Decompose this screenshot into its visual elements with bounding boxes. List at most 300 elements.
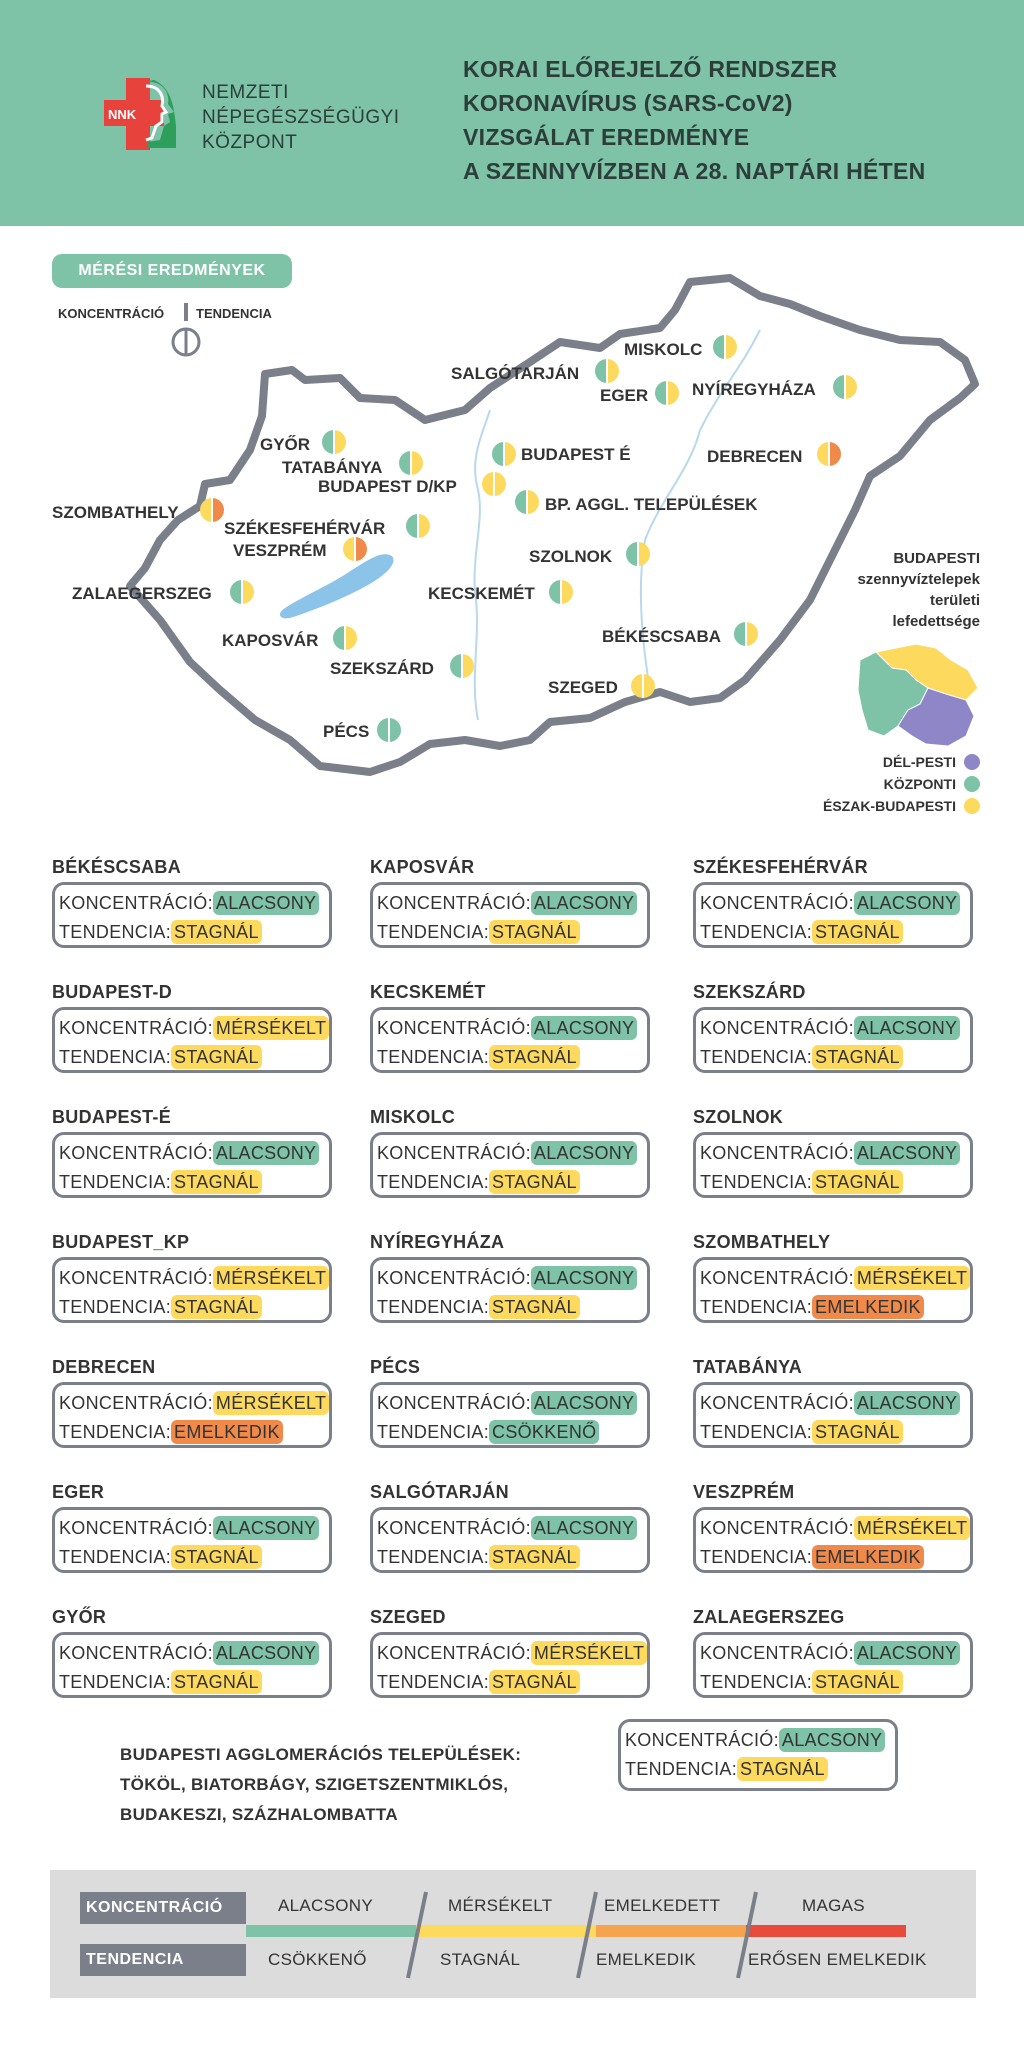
concentration-value: ALACSONY [531, 1141, 637, 1165]
city-card-name: GYŐR [52, 1607, 107, 1627]
trend-row [59, 1293, 329, 1322]
concentration-value: ALACSONY [531, 891, 637, 915]
coverage-legend-label: DÉL-PESTI [882, 754, 956, 770]
city-card-name: SZOMBATHELY [693, 1232, 831, 1252]
concentration-value: ALACSONY [213, 1516, 319, 1540]
city-card [52, 1507, 332, 1573]
concentration-label: KONCENTRÁCIÓ: [377, 1643, 531, 1663]
trend-value: STAGNÁL [812, 1420, 903, 1444]
map-city-tatabanya [282, 451, 423, 477]
concentration-row [377, 1514, 647, 1543]
map-city-kaposvar [222, 626, 357, 650]
trend-value: STAGNÁL [812, 920, 903, 944]
map-marker-concentration [406, 514, 418, 538]
trend-value: STAGNÁL [171, 1045, 262, 1069]
concentration-row [700, 1139, 970, 1168]
org-line: KÖZPONT [202, 132, 298, 153]
map-marker-concentration [492, 442, 504, 466]
city-card [370, 1632, 650, 1698]
map-marker-trend [638, 542, 650, 566]
agglomeration-line: BUDAPESTI AGGLOMERÁCIÓS TELEPÜLÉSEK: [120, 1745, 522, 1764]
map-city-label: SZEKSZÁRD [330, 659, 434, 678]
scale-legend [50, 1870, 976, 1998]
concentration-label: KONCENTRÁCIÓ: [377, 893, 531, 913]
map-city-label: TATABÁNYA [282, 458, 383, 477]
city-card-name: DEBRECEN [52, 1357, 156, 1377]
nnk-logo [104, 78, 176, 150]
legend-trend-label: TENDENCIA [196, 306, 272, 321]
city-card [693, 1132, 973, 1198]
map-marker-trend [462, 654, 474, 678]
trend-label: TENDENCIA: [59, 1297, 172, 1317]
city-card [370, 1132, 650, 1198]
map-marker-trend [667, 381, 679, 405]
city-card-name: KAPOSVÁR [370, 857, 475, 877]
trend-label: TENDENCIA: [700, 1172, 813, 1192]
scale-level-high: MAGAS [802, 1896, 865, 1915]
concentration-label: KONCENTRÁCIÓ: [59, 1518, 213, 1538]
concentration-label: KONCENTRÁCIÓ: [700, 1143, 854, 1163]
trend-value: STAGNÁL [489, 1670, 580, 1694]
trend-value: STAGNÁL [171, 920, 262, 944]
scale-trend-stagnant: STAGNÁL [440, 1950, 521, 1969]
trend-label: TENDENCIA: [700, 1047, 813, 1067]
map-city-gyor [260, 430, 346, 454]
city-card [693, 1007, 973, 1073]
map-city-label: BUDAPEST D/KP [318, 477, 457, 496]
map-marker-concentration [482, 472, 494, 496]
concentration-row [700, 1514, 970, 1543]
map-city-label: NYÍREGYHÁZA [692, 380, 816, 399]
page-title [463, 52, 926, 188]
scale-concentration-label: KONCENTRÁCIÓ [80, 1892, 246, 1924]
trend-value: STAGNÁL [171, 1170, 262, 1194]
map-city-label: SZOMBATHELY [52, 503, 179, 522]
concentration-value: ALACSONY [213, 1641, 319, 1665]
city-card-wrap [52, 1480, 342, 1573]
concentration-label: KONCENTRÁCIÓ: [377, 1268, 531, 1288]
concentration-row [377, 1014, 647, 1043]
logo-text: NNK [108, 107, 137, 122]
coverage-title-line: BUDAPESTI [893, 550, 980, 567]
concentration-row [59, 889, 329, 918]
agglomeration-card-wrap [618, 1716, 908, 1791]
map-marker-trend [355, 537, 367, 561]
city-card [693, 1632, 973, 1698]
city-card-wrap [52, 1355, 342, 1448]
city-card [693, 1382, 973, 1448]
coverage-legend-label: KÖZPONTI [883, 776, 956, 792]
trend-row [59, 1668, 329, 1697]
map-marker-concentration [322, 430, 334, 454]
map-marker-trend [242, 580, 254, 604]
concentration-row [59, 1264, 329, 1293]
trend-row [377, 1293, 647, 1322]
map-marker-trend [845, 375, 857, 399]
concentration-row [377, 1639, 647, 1668]
agglomeration-line: BUDAKESZI, SZÁZHALOMBATTA [120, 1805, 398, 1824]
trend-value: STAGNÁL [489, 920, 580, 944]
trend-label: TENDENCIA: [377, 1547, 490, 1567]
trend-row [700, 1543, 970, 1572]
coverage-legend-north [823, 798, 980, 814]
map-city-label: EGER [600, 386, 649, 405]
trend-label: TENDENCIA: [59, 1672, 172, 1692]
concentration-value: ALACSONY [854, 1391, 960, 1415]
coverage-title-line: területi [929, 592, 980, 609]
city-card-name: BUDAPEST-É [52, 1107, 172, 1127]
concentration-row [700, 1014, 970, 1043]
trend-value: STAGNÁL [171, 1670, 262, 1694]
city-card-wrap [370, 980, 660, 1073]
trend-label: TENDENCIA: [700, 1297, 813, 1317]
danube-river [475, 410, 490, 720]
map-city-miskolc [624, 335, 737, 359]
concentration-label: KONCENTRÁCIÓ: [59, 1393, 213, 1413]
concentration-value: ALACSONY [854, 1641, 960, 1665]
trend-value: STAGNÁL [171, 1295, 262, 1319]
map-city-bp-aggl-telepulesek [515, 490, 758, 514]
map-city-veszprem [233, 537, 367, 561]
map-city-pecs [323, 718, 401, 742]
concentration-label: KONCENTRÁCIÓ: [700, 1018, 854, 1038]
trend-value: STAGNÁL [812, 1045, 903, 1069]
trend-label: TENDENCIA: [377, 1297, 490, 1317]
city-card-wrap [693, 1355, 983, 1448]
concentration-row [377, 1139, 647, 1168]
map-marker-concentration [549, 580, 561, 604]
map-marker-trend [418, 514, 430, 538]
city-card-name: PÉCS [370, 1357, 421, 1377]
concentration-value: ALACSONY [531, 1391, 637, 1415]
trend-label: TENDENCIA: [59, 922, 172, 942]
title-line: KORONAVÍRUS (SARS-CoV2) [463, 90, 793, 116]
map-city-label: GYŐR [260, 435, 311, 454]
trend-row [59, 1418, 329, 1447]
map-marker-concentration [626, 542, 638, 566]
trend-row [625, 1755, 895, 1784]
city-card-wrap [370, 1605, 660, 1698]
scale-trend-strongly-increasing: ERŐSEN EMELKEDIK [748, 1950, 927, 1969]
trend-value: CSÖKKENŐ [489, 1420, 599, 1444]
trend-label: TENDENCIA: [377, 1047, 490, 1067]
city-card-name: ZALAEGERSZEG [693, 1607, 845, 1627]
map-city-zalaegerszeg [72, 580, 254, 604]
map-city-label: ZALAEGERSZEG [72, 584, 212, 603]
map-city-label: BUDAPEST É [521, 445, 631, 464]
city-card-wrap [693, 855, 983, 948]
title-line: KORAI ELŐREJELZŐ RENDSZER [463, 56, 838, 82]
concentration-label: KONCENTRÁCIÓ: [377, 1393, 531, 1413]
city-card-wrap [52, 1605, 342, 1698]
map-city-budapest-e [492, 442, 631, 466]
city-card-wrap [370, 1355, 660, 1448]
city-card-name: KECSKEMÉT [370, 982, 486, 1002]
trend-row [377, 1668, 647, 1697]
city-card-wrap [52, 1230, 342, 1323]
city-card [370, 1382, 650, 1448]
city-card-wrap [370, 1105, 660, 1198]
concentration-value: MÉRSÉKELT [213, 1266, 329, 1290]
map-city-label: DEBRECEN [707, 447, 803, 466]
trend-label: TENDENCIA: [377, 1422, 490, 1442]
city-card-wrap [370, 1230, 660, 1323]
city-card-name: NYÍREGYHÁZA [370, 1232, 505, 1252]
city-card-wrap [52, 855, 342, 948]
map-marker-concentration [377, 718, 389, 742]
concentration-label: KONCENTRÁCIÓ: [377, 1018, 531, 1038]
trend-row [700, 1293, 970, 1322]
concentration-row [377, 1389, 647, 1418]
trend-value: STAGNÁL [812, 1170, 903, 1194]
concentration-label: KONCENTRÁCIÓ: [59, 1143, 213, 1163]
trend-label: TENDENCIA: [377, 1172, 490, 1192]
trend-row [700, 1668, 970, 1697]
map-marker-concentration [450, 654, 462, 678]
concentration-value: MÉRSÉKELT [531, 1641, 647, 1665]
coverage-swatch-yellow [964, 798, 980, 814]
budapest-coverage-title [840, 548, 980, 632]
concentration-row [700, 1389, 970, 1418]
header-banner [0, 0, 1024, 226]
trend-value: STAGNÁL [737, 1757, 828, 1781]
trend-row [377, 1168, 647, 1197]
concentration-value: ALACSONY [779, 1728, 885, 1752]
coverage-title-line: lefedettsége [892, 613, 980, 630]
map-city-szekesfehervar [224, 514, 430, 538]
map-marker-concentration [515, 490, 527, 514]
agglomeration-card [618, 1719, 898, 1791]
trend-label: TENDENCIA: [59, 1172, 172, 1192]
map-city-label: SZEGED [548, 678, 618, 697]
concentration-row [377, 1264, 647, 1293]
city-card-name: BÉKÉSCSABA [52, 857, 182, 877]
city-card-wrap [370, 1480, 660, 1573]
city-card-name: VESZPRÉM [693, 1482, 795, 1502]
map-marker-trend [389, 718, 401, 742]
city-card [52, 1007, 332, 1073]
map-city-bekescsaba [602, 622, 758, 646]
trend-label: TENDENCIA: [700, 1547, 813, 1567]
map-city-label: KECSKEMÉT [428, 584, 535, 603]
city-card-name: SALGÓTARJÁN [370, 1482, 509, 1502]
map-marker-trend [334, 430, 346, 454]
map-city-debrecen [707, 442, 841, 466]
trend-row [59, 1168, 329, 1197]
scale-bar-green [246, 1925, 416, 1937]
scale-graphic [50, 1870, 976, 1998]
city-card [693, 1257, 973, 1323]
org-line: NÉPEGÉSZSÉGÜGYI [202, 107, 400, 128]
city-card [52, 1382, 332, 1448]
city-card-wrap [693, 1230, 983, 1323]
trend-label: TENDENCIA: [59, 1047, 172, 1067]
scale-trend-decreasing: CSÖKKENŐ [268, 1950, 367, 1969]
coverage-legend-central [884, 776, 980, 792]
trend-label: TENDENCIA: [625, 1759, 738, 1779]
trend-value: STAGNÁL [489, 1545, 580, 1569]
trend-row [377, 918, 647, 947]
map-marker-concentration [734, 622, 746, 646]
map-city-kecskemet [428, 580, 573, 604]
map-marker-concentration [399, 451, 411, 475]
concentration-row [625, 1726, 895, 1755]
concentration-row [59, 1014, 329, 1043]
trend-label: TENDENCIA: [700, 1422, 813, 1442]
scale-bar-orange [596, 1925, 746, 1937]
trend-row [377, 1043, 647, 1072]
budapest-coverage-map [856, 640, 986, 750]
city-card-name: SZEKSZÁRD [693, 982, 806, 1002]
map-marker-trend [411, 451, 423, 475]
concentration-label: KONCENTRÁCIÓ: [59, 1643, 213, 1663]
trend-value: EMELKEDIK [812, 1545, 924, 1569]
concentration-row [59, 1139, 329, 1168]
agglomeration-line: TÖKÖL, BIATORBÁGY, SZIGETSZENTMIKLÓS, [120, 1775, 509, 1794]
city-card [52, 1632, 332, 1698]
balaton-lake [280, 554, 394, 618]
map-city-szolnok [529, 542, 650, 566]
trend-label: TENDENCIA: [59, 1547, 172, 1567]
concentration-value: MÉRSÉKELT [854, 1266, 970, 1290]
trend-value: EMELKEDIK [171, 1420, 283, 1444]
map-marker-trend [212, 498, 224, 522]
city-card-name: SZEGED [370, 1607, 446, 1627]
map-marker-trend [504, 442, 516, 466]
city-card-name: TATABÁNYA [693, 1357, 803, 1377]
map-city-label: MISKOLC [624, 340, 703, 359]
map-city-label: SZOLNOK [529, 547, 613, 566]
city-card-wrap [370, 855, 660, 948]
map-marker-concentration [833, 375, 845, 399]
trend-row [700, 1168, 970, 1197]
city-card [52, 882, 332, 948]
map-city-nyiregyhaza [692, 375, 857, 399]
scale-trend-label: TENDENCIA [80, 1944, 246, 1976]
concentration-row [59, 1514, 329, 1543]
concentration-row [700, 889, 970, 918]
map-marker-concentration [230, 580, 242, 604]
city-card-wrap [693, 980, 983, 1073]
trend-row [59, 918, 329, 947]
map-marker-trend [345, 626, 357, 650]
map-marker-concentration [595, 359, 607, 383]
city-card [693, 1507, 973, 1573]
trend-row [377, 1543, 647, 1572]
coverage-swatch-purple [964, 754, 980, 770]
concentration-label: KONCENTRÁCIÓ: [700, 1393, 854, 1413]
map-marker-trend [607, 359, 619, 383]
concentration-row [59, 1639, 329, 1668]
concentration-value: ALACSONY [531, 1016, 637, 1040]
coverage-legend-south [883, 754, 980, 770]
map-city-szeged [548, 674, 655, 698]
city-card-wrap [52, 1105, 342, 1198]
city-card [370, 1257, 650, 1323]
scale-level-elevated: EMELKEDETT [604, 1896, 721, 1915]
city-card-name: SZÉKESFEHÉRVÁR [693, 857, 868, 877]
city-card [370, 1507, 650, 1573]
coverage-swatch-green [964, 776, 980, 792]
trend-label: TENDENCIA: [377, 1672, 490, 1692]
map-city-label: SALGÓTARJÁN [451, 364, 580, 383]
trend-label: TENDENCIA: [59, 1422, 172, 1442]
city-card [370, 882, 650, 948]
map-marker-trend [494, 472, 506, 496]
concentration-value: ALACSONY [213, 1141, 319, 1165]
scale-level-low: ALACSONY [278, 1896, 373, 1915]
concentration-value: MÉRSÉKELT [854, 1516, 970, 1540]
concentration-row [700, 1639, 970, 1668]
scale-bar-red [746, 1925, 906, 1937]
agglomeration-text [120, 1740, 521, 1830]
city-card [52, 1132, 332, 1198]
city-card-name: MISKOLC [370, 1107, 456, 1127]
concentration-value: MÉRSÉKELT [213, 1016, 329, 1040]
trend-row [59, 1543, 329, 1572]
trend-label: TENDENCIA: [700, 922, 813, 942]
map-marker-trend [829, 442, 841, 466]
city-card-wrap [52, 980, 342, 1073]
city-card-wrap [693, 1605, 983, 1698]
coverage-legend-label: ÉSZAK-BUDAPESTI [822, 798, 956, 814]
trend-value: STAGNÁL [171, 1545, 262, 1569]
concentration-value: ALACSONY [854, 891, 960, 915]
concentration-label: KONCENTRÁCIÓ: [377, 1518, 531, 1538]
concentration-label: KONCENTRÁCIÓ: [59, 1018, 213, 1038]
city-card-name: SZOLNOK [693, 1107, 784, 1127]
map-marker-concentration [817, 442, 829, 466]
concentration-label: KONCENTRÁCIÓ: [59, 1268, 213, 1288]
map-city-label: BÉKÉSCSABA [602, 627, 722, 646]
concentration-label: KONCENTRÁCIÓ: [625, 1730, 779, 1750]
map-city-label: KAPOSVÁR [222, 631, 319, 650]
concentration-row [59, 1389, 329, 1418]
map-marker-trend [725, 335, 737, 359]
concentration-label: KONCENTRÁCIÓ: [377, 1143, 531, 1163]
scale-level-moderate: MÉRSÉKELT [448, 1896, 553, 1915]
trend-value: STAGNÁL [489, 1170, 580, 1194]
trend-label: TENDENCIA: [377, 922, 490, 942]
trend-value: EMELKEDIK [812, 1295, 924, 1319]
trend-label: TENDENCIA: [700, 1672, 813, 1692]
concentration-value: ALACSONY [213, 891, 319, 915]
city-card [370, 1007, 650, 1073]
measurement-results-label: MÉRÉSI EREDMÉNYEK [52, 254, 292, 288]
trend-row [59, 1043, 329, 1072]
map-city-eger [600, 381, 679, 405]
map-marker-trend [561, 580, 573, 604]
concentration-row [700, 1264, 970, 1293]
trend-row [700, 918, 970, 947]
map-marker-trend [527, 490, 539, 514]
scale-trend-increasing: EMELKEDIK [596, 1950, 697, 1969]
scale-bar-yellow [416, 1925, 596, 1937]
concentration-value: MÉRSÉKELT [213, 1391, 329, 1415]
concentration-label: KONCENTRÁCIÓ: [700, 1643, 854, 1663]
concentration-value: ALACSONY [531, 1516, 637, 1540]
concentration-value: ALACSONY [531, 1266, 637, 1290]
trend-row [700, 1043, 970, 1072]
map-city-label: SZÉKESFEHÉRVÁR [224, 519, 386, 538]
title-line: A SZENNYVÍZBEN A 28. NAPTÁRI HÉTEN [463, 158, 926, 184]
city-card-name: BUDAPEST-D [52, 982, 173, 1002]
concentration-label: KONCENTRÁCIÓ: [700, 893, 854, 913]
concentration-row [377, 889, 647, 918]
city-card [693, 882, 973, 948]
map-marker-concentration [713, 335, 725, 359]
map-marker-concentration [333, 626, 345, 650]
